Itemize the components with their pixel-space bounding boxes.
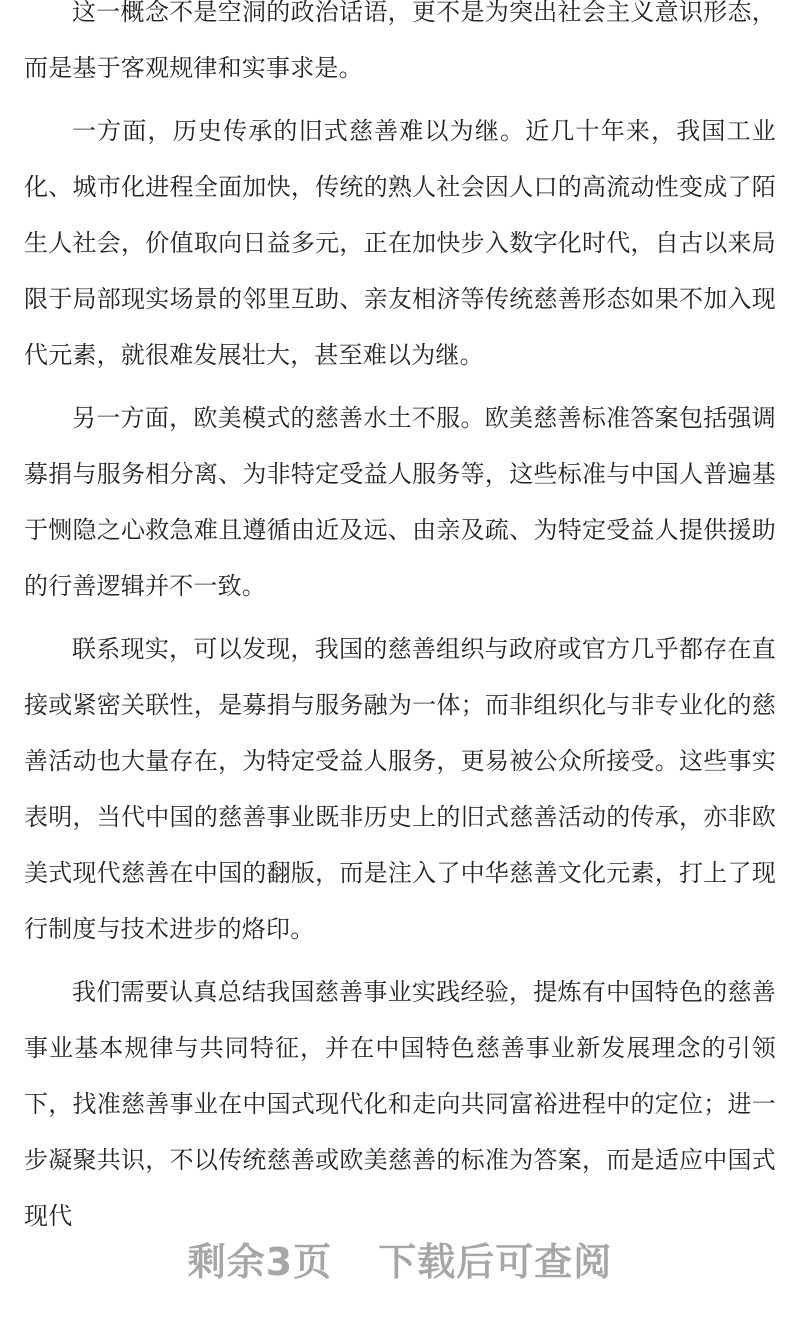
remaining-pages-label: 剩余3页 <box>187 1240 333 1284</box>
download-hint-label: 下载后可查阅 <box>378 1240 613 1284</box>
document-body <box>24 0 776 1244</box>
paragraph: 另一方面，欧美模式的慈善水土不服。欧美慈善标准答案包括强调募捐与服务相分离、为非特定受益人服务等，这些标准与中国人普遍基于恻隐之心救急难且遵循由近及远、由亲及疏、为特定受益人提供援助的行善逻辑并不一致。 <box>24 404 776 600</box>
paragraph: 这一概念不是空洞的政治话语，更不是为突出社会主义意识形态，而是基于客观规律和实事求是。 <box>24 0 776 82</box>
download-prompt[interactable] <box>0 1238 800 1286</box>
paragraph: 联系现实，可以发现，我国的慈善组织与政府或官方几乎都存在直接或紧密关联性，是募捐与服务融为一体；而非组织化与非专业化的慈善活动也大量存在，为特定受益人服务，更易被公众所接受。这些事实表明，当代中国的慈善事业既非历史上的旧式慈善活动的传承，亦非欧美式现代慈善在中国的翻版，而是注入了中华慈善文化元素，打上了现行制度与技术进步的烙印。 <box>24 635 776 943</box>
paragraph: 一方面，历史传承的旧式慈善难以为继。近几十年来，我国工业化、城市化进程全面加快，传统的熟人社会因人口的高流动性变成了陌生人社会，价值取向日益多元，正在加快步入数字化时代，自古以来局限于局部现实场景的邻里互助、亲友相济等传统慈善形态如果不加入现代元素，就很难发展壮大，甚至难以为继。 <box>24 117 776 369</box>
paragraph: 我们需要认真总结我国慈善事业实践经验，提炼有中国特色的慈善事业基本规律与共同特征，并在中国特色慈善事业新发展理念的引领下，找准慈善事业在中国式现代化和走向共同富裕进程中的定位；进一步凝聚共识，不以传统慈善或欧美慈善的标准为答案，而是适应中国式现代 <box>24 978 776 1230</box>
